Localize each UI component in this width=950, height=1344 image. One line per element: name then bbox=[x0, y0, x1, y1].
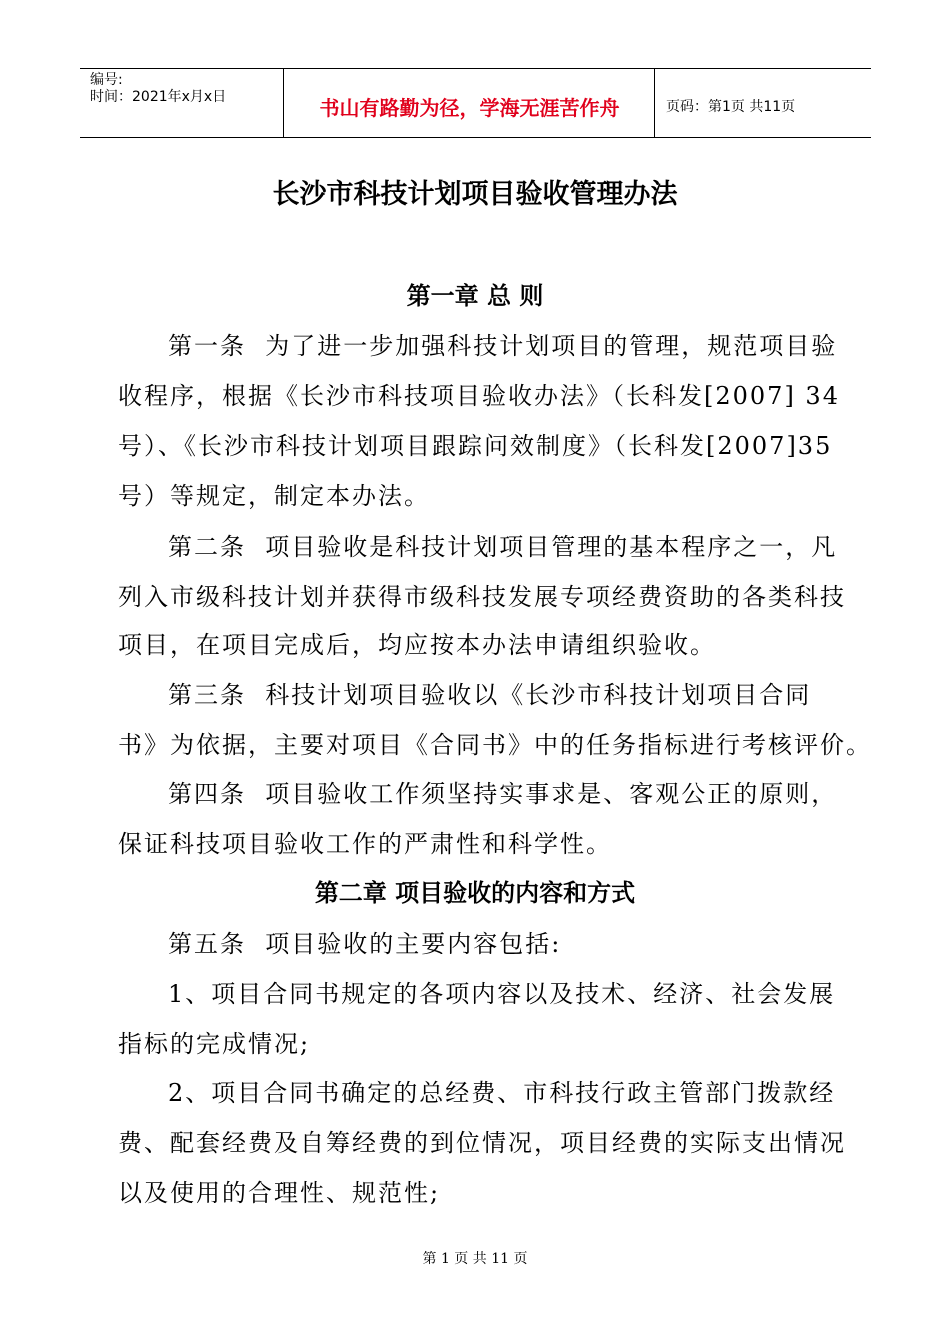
time-label: 时间：2021年x月x日 bbox=[90, 89, 227, 105]
paragraph-line: 第四条 项目验收工作须坚持实事求是、客观公正的原则， bbox=[168, 780, 838, 808]
paragraph-line: 第五条 项目验收的主要内容包括: bbox=[168, 930, 562, 958]
paragraph-line: 费、配套经费及自筹经费的到位情况，项目经费的实际支出情况 bbox=[118, 1129, 846, 1157]
motto: 书山有路勤为径，学海无涯苦作舟 bbox=[285, 69, 655, 137]
paragraph-line: 号）、《长沙市科技计划项目跟踪问效制度》（长科发[2007]35 bbox=[118, 432, 833, 460]
document-title: 长沙市科技计划项目验收管理办法 bbox=[272, 179, 678, 210]
paragraph-line: 列入市级科技计划并获得市级科技发展专项经费资助的各类科技 bbox=[118, 583, 846, 611]
paragraph-line: 第三条 科技计划项目验收以《长沙市科技计划项目合同 bbox=[168, 681, 812, 709]
paragraph-line: 1、项目合同书规定的各项内容以及技术、经济、社会发展 bbox=[168, 980, 836, 1008]
paragraph-line: 书》为依据，主要对项目《合同书》中的任务指标进行考核评价。 bbox=[118, 731, 872, 759]
chapter-heading-1: 第一章 总 则 bbox=[406, 282, 544, 310]
header-table bbox=[80, 68, 871, 138]
page-footer: 第 1 页 共 11 页 bbox=[422, 1251, 528, 1267]
chapter-heading-2: 第二章 项目验收的内容和方式 bbox=[314, 879, 636, 907]
paragraph-line: 项目，在项目完成后，均应按本办法申请组织验收。 bbox=[118, 631, 716, 659]
number-label: 编号: bbox=[90, 72, 123, 88]
paragraph-line: 保证科技项目验收工作的严肃性和科学性。 bbox=[118, 830, 612, 858]
paragraph-line: 指标的完成情况; bbox=[118, 1030, 311, 1058]
paragraph-line: 2、项目合同书确定的总经费、市科技行政主管部门拨款经 bbox=[168, 1079, 836, 1107]
paragraph-line: 收程序，根据《长沙市科技项目验收办法》（长科发[2007] 34 bbox=[118, 382, 840, 410]
header-meta bbox=[80, 69, 284, 137]
paragraph-line: 第二条 项目验收是科技计划项目管理的基本程序之一，凡 bbox=[168, 533, 838, 561]
paragraph-line: 以及使用的合理性、规范性; bbox=[118, 1179, 441, 1207]
paragraph-line: 第一条 为了进一步加强科技计划项目的管理，规范项目验 bbox=[168, 332, 838, 360]
paragraph-line: 号）等规定，制定本办法。 bbox=[118, 482, 430, 510]
page-info: 页码：第1页 共11页 bbox=[666, 99, 796, 115]
